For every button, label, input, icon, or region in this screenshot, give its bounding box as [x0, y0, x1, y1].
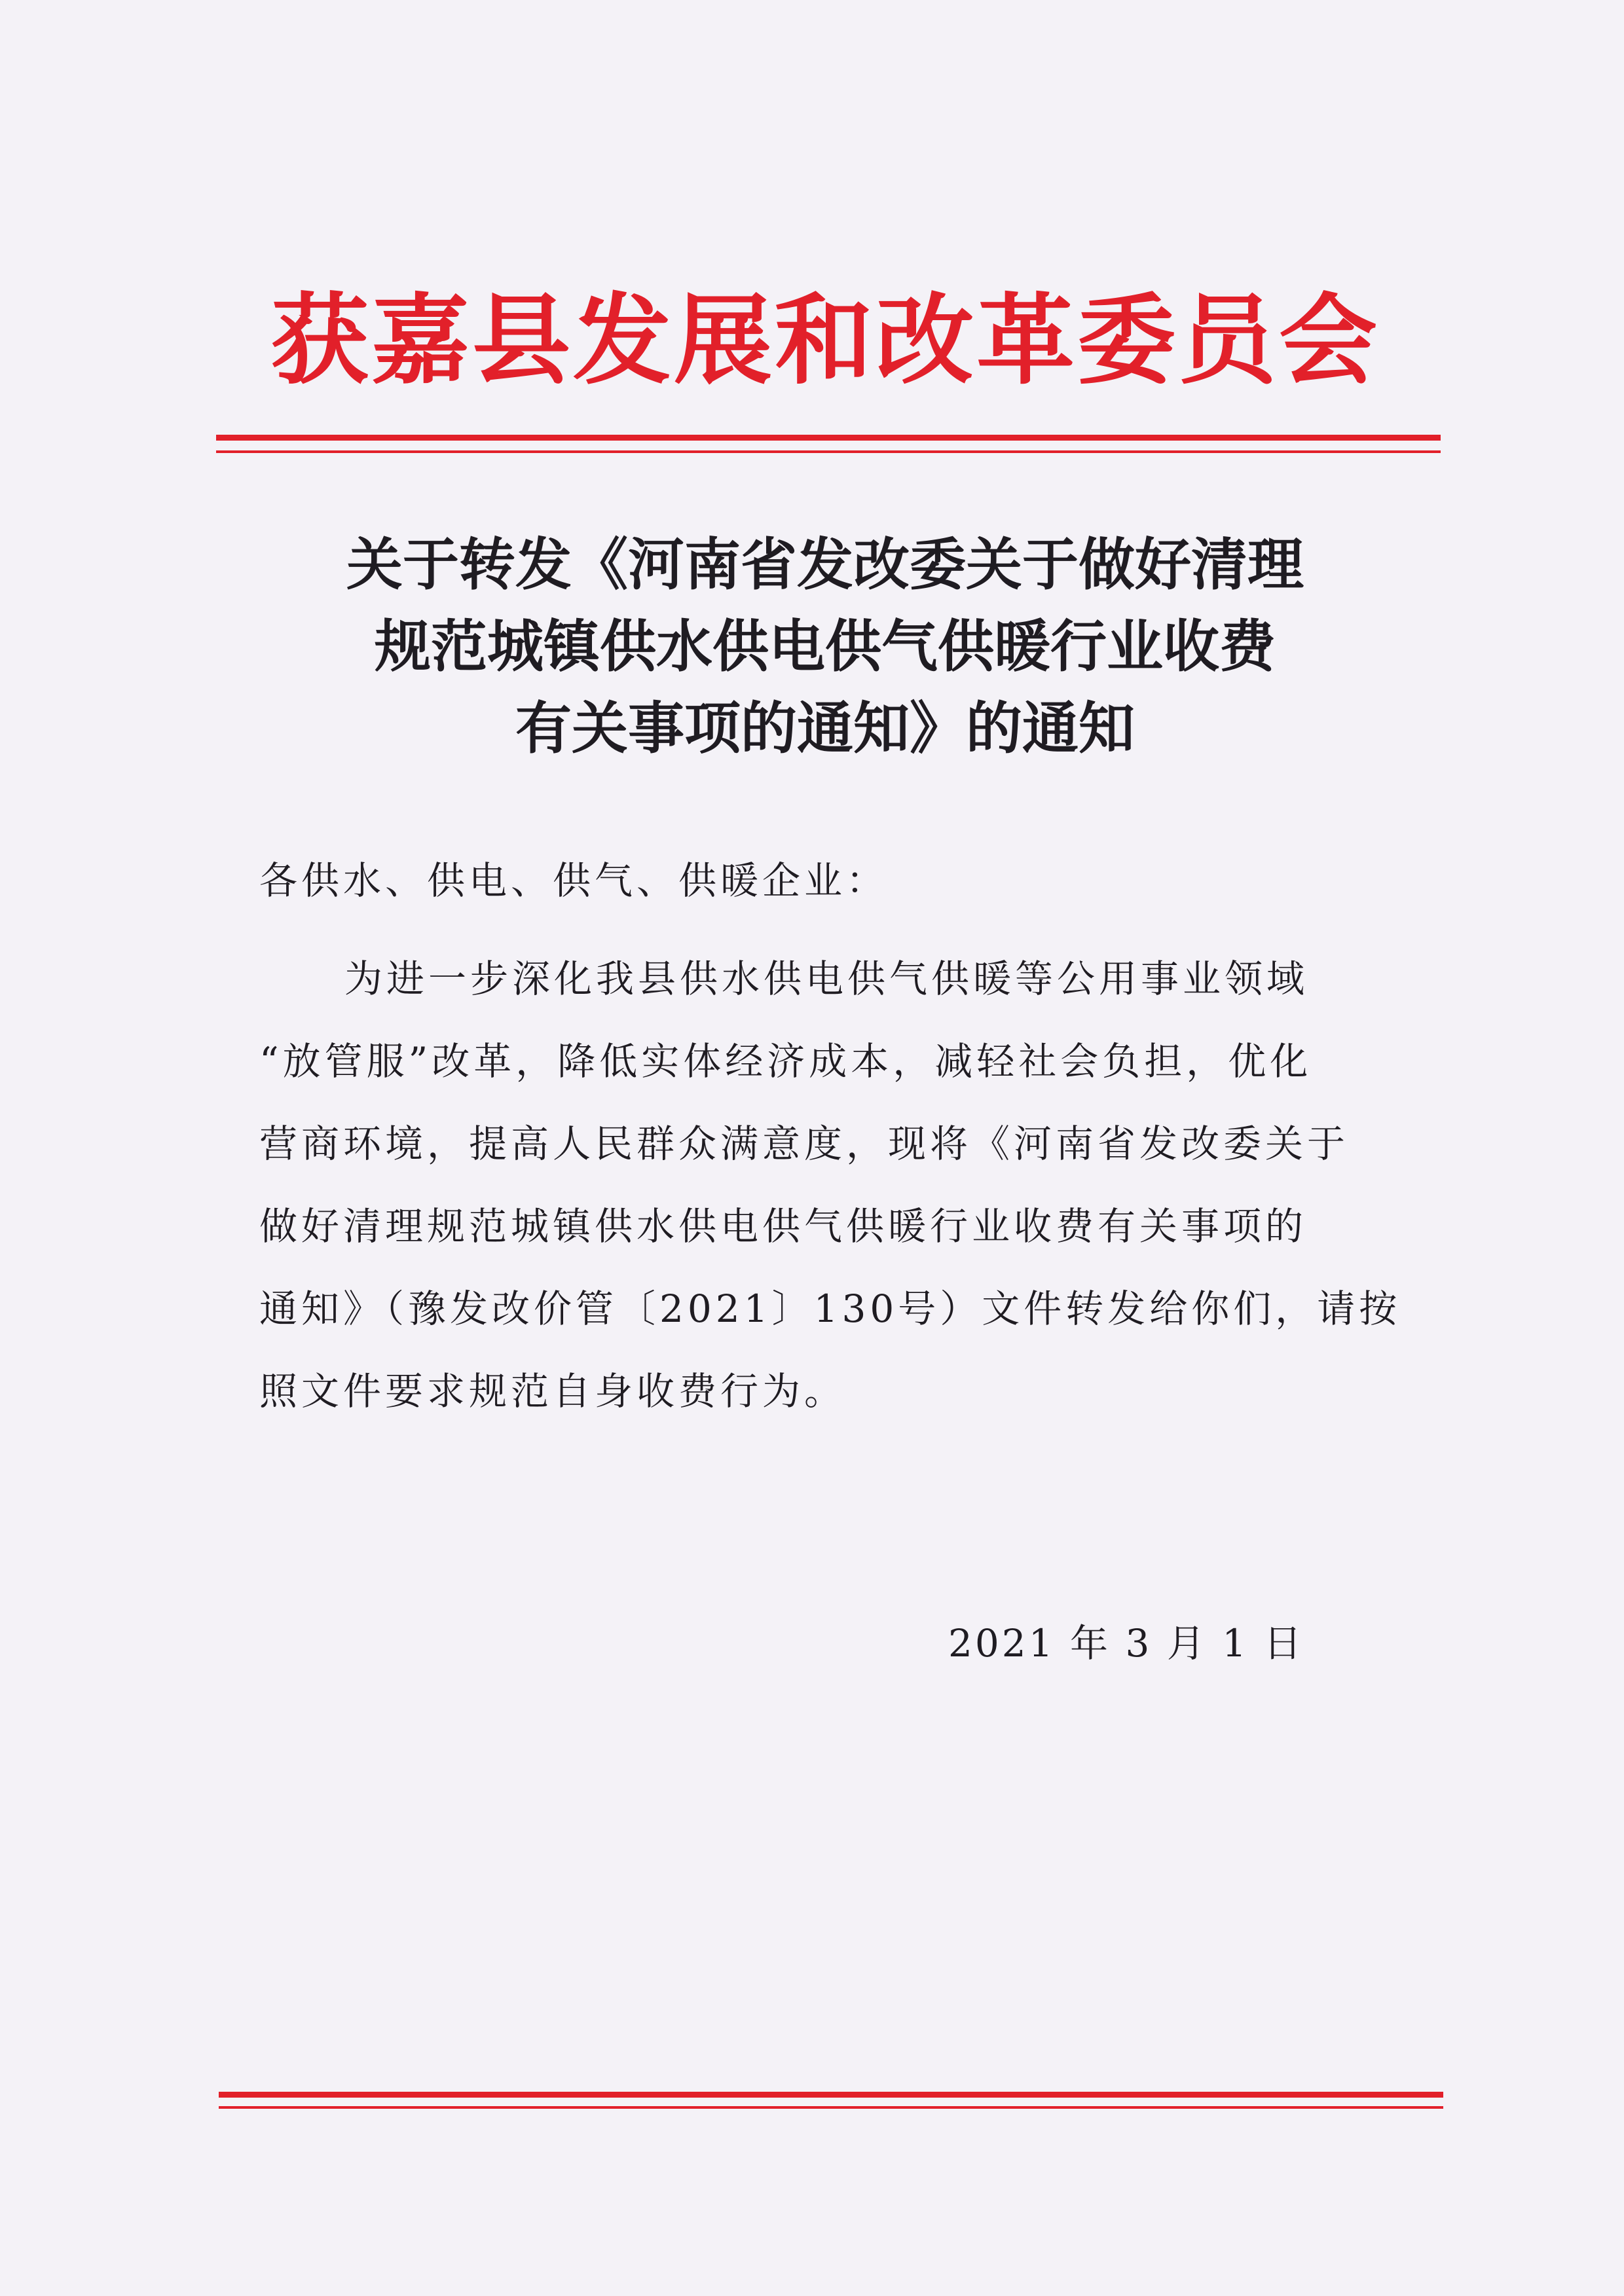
letterhead-rule-thin — [216, 450, 1441, 453]
salutation: 各供水、供电、供气、供暖企业： — [259, 858, 889, 903]
footer-rule-thin — [219, 2106, 1443, 2109]
document-title-line: 有关事项的通知》的通知 — [515, 695, 1135, 761]
document-title-line: 关于转发《河南省发改委关于做好清理 — [346, 532, 1304, 598]
document-date: 2021 年 3 月 1 日 — [948, 1621, 1304, 1666]
letterhead-rule-thick — [216, 435, 1441, 441]
body-line: 营商环境，提高人民群众满意度，现将《河南省发改委关于 — [259, 1121, 1350, 1166]
document-title-line: 规范城镇供水供电供气供暖行业收费 — [375, 613, 1276, 680]
footer-rule-thick — [219, 2092, 1443, 2098]
body-line: 照文件要求规范自身收费行为。 — [259, 1369, 847, 1413]
body-line: “放管服”改革，降低实体经济成本，减轻社会负担，优化 — [259, 1039, 1312, 1084]
body-line: 通知》（豫发改价管〔2021〕130号）文件转发给你们，请按 — [259, 1286, 1401, 1331]
body-line: 为进一步深化我县供水供电供气供暖等公用事业领域 — [344, 957, 1309, 1001]
body-line: 做好清理规范城镇供水供电供气供暖行业收费有关事项的 — [259, 1204, 1308, 1248]
document-title — [249, 524, 1401, 769]
letterhead-org-name: 获嘉县发展和改革委员会 — [270, 283, 1380, 398]
body-paragraph — [259, 938, 1401, 1432]
